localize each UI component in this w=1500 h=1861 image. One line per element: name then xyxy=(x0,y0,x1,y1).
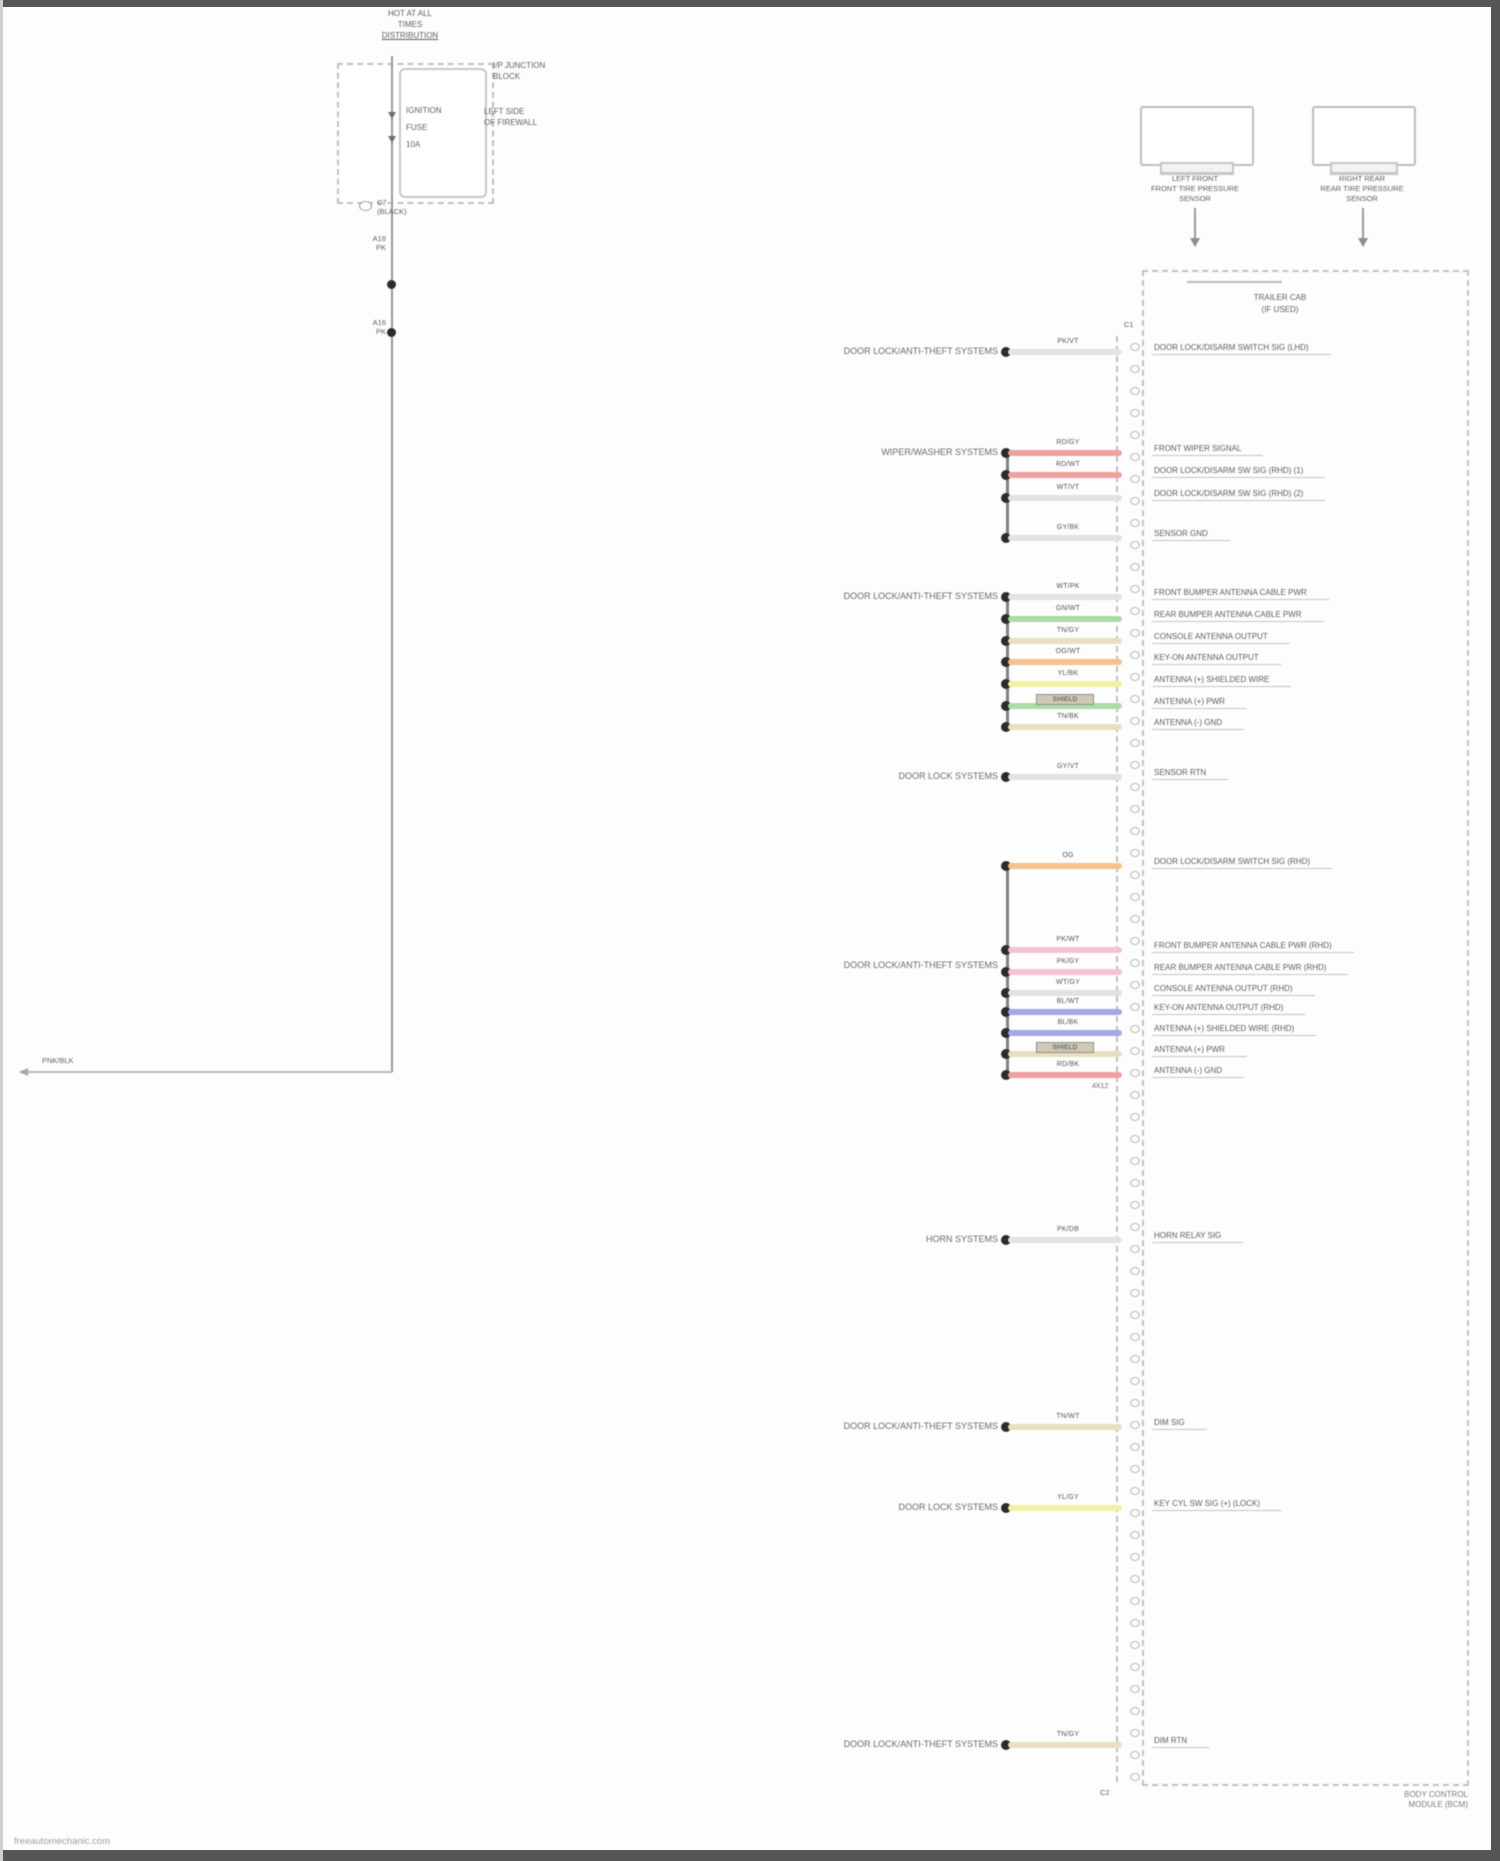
wire-color-label: OG/WT xyxy=(1055,648,1081,655)
connector-pin-strip xyxy=(1122,336,1148,1782)
signal-label: ANTENNA (+) PWR xyxy=(1152,697,1247,709)
signal-label: REAR BUMPER ANTENNA CABLE PWR xyxy=(1152,610,1324,622)
wire-segment xyxy=(1008,472,1122,478)
sensor-left-wire xyxy=(1194,208,1196,240)
wire-segment xyxy=(1008,659,1122,665)
wire-segment xyxy=(1008,495,1122,501)
module-inner-line1: TRAILER CAB xyxy=(1253,293,1307,302)
sensor-left-line2: FRONT TIRE PRESSURE xyxy=(1150,184,1240,193)
signal-label: ANTENNA (+) SHIELDED WIRE (RHD) xyxy=(1152,1024,1316,1036)
fuse-element-icon xyxy=(388,136,396,143)
signal-label: DOOR LOCK/DISARM SWITCH SIG (LHD) xyxy=(1152,343,1331,355)
signal-label: DIM SIG xyxy=(1152,1418,1207,1430)
group-label: DOOR LOCK/ANTI-THEFT SYSTEMS xyxy=(843,960,998,970)
module-inner-label xyxy=(1205,292,1355,316)
signal-label: DOOR LOCK/DISARM SW SIG (RHD) (2) xyxy=(1152,489,1325,501)
wire-color-label: PK/DB xyxy=(1056,1226,1079,1233)
signal-label: DOOR LOCK/DISARM SWITCH SIG (RHD) xyxy=(1152,857,1332,869)
group-label: DOOR LOCK/ANTI-THEFT SYSTEMS xyxy=(843,1739,998,1749)
signal-label: KEY CYL SW SIG (+) (LOCK) xyxy=(1152,1499,1282,1511)
wire-segment xyxy=(1008,774,1122,780)
stub2-color: PK xyxy=(375,327,386,336)
page-edge-bottom xyxy=(0,1850,1500,1861)
wire-color-label: RD/WT xyxy=(1056,461,1080,468)
signal-label: CONSOLE ANTENNA OUTPUT xyxy=(1152,632,1290,644)
module-inner-rule xyxy=(1187,281,1282,283)
wire-color-label: OG xyxy=(1062,852,1074,859)
wire-segment xyxy=(1008,349,1122,355)
sensor-right-line1: RIGHT REAR xyxy=(1338,174,1386,183)
sensor-caption-left xyxy=(1115,174,1275,204)
wire-segment xyxy=(1008,1237,1122,1243)
wire-color-label: PK/GY xyxy=(1056,958,1080,965)
signal-label: SENSOR RTN xyxy=(1152,768,1228,780)
page-footer-note xyxy=(1330,1790,1468,1810)
wire-color-label: WT/VT xyxy=(1056,484,1080,491)
group-label: DOOR LOCK SYSTEMS xyxy=(898,1502,998,1512)
fuse-element-icon xyxy=(388,112,396,119)
relay-connector-line1: C7 xyxy=(377,198,387,207)
sensor-right-line3: SENSOR xyxy=(1346,194,1378,203)
signal-label: FRONT BUMPER ANTENNA CABLE PWR (RHD) xyxy=(1152,941,1354,953)
group-label: DOOR LOCK/ANTI-THEFT SYSTEMS xyxy=(843,346,998,356)
hot-feed-line2: TIMES xyxy=(397,20,423,29)
signal-label: DIM RTN xyxy=(1152,1736,1209,1748)
relay-connector-label xyxy=(377,198,407,216)
wire-segment xyxy=(1008,616,1122,622)
wire-color-label: WT/PK xyxy=(1056,583,1080,590)
wire-color-label: BL/WT xyxy=(1056,998,1080,1005)
wire-segment xyxy=(1008,969,1122,975)
location-side-line1: LEFT SIDE xyxy=(484,107,525,116)
signal-label: ANTENNA (+) PWR xyxy=(1152,1045,1247,1057)
location-top-line2: BLOCK xyxy=(493,72,521,81)
signal-label: DOOR LOCK/DISARM SW SIG (RHD) (1) xyxy=(1152,466,1325,478)
splice-dot xyxy=(387,328,396,337)
wire-segment xyxy=(1008,1424,1122,1430)
fuse-word-label: FUSE xyxy=(406,123,428,132)
side-location-label xyxy=(484,106,537,128)
fuse-box xyxy=(399,68,487,198)
wire-color-label: RD/GY xyxy=(1056,439,1080,446)
feed-wire-continuation-arrow xyxy=(19,1068,28,1076)
feed-wire-horizontal xyxy=(28,1071,392,1073)
sensor-box-right xyxy=(1312,106,1416,166)
signal-label: REAR BUMPER ANTENNA CABLE PWR (RHD) xyxy=(1152,963,1348,975)
location-side-line2: OF FIREWALL xyxy=(484,118,538,127)
wire-segment xyxy=(1008,990,1122,996)
wire-color-label: PK/VT xyxy=(1057,338,1079,345)
hot-feed-title xyxy=(330,8,490,41)
wire-color-label: WT/GY xyxy=(1056,979,1080,986)
watermark-text: freeautomechanic.com xyxy=(14,1836,111,1847)
group-label: WIPER/WASHER SYSTEMS xyxy=(881,447,998,457)
sensor-box-left xyxy=(1140,106,1254,166)
group-label: DOOR LOCK SYSTEMS xyxy=(898,771,998,781)
wire-segment xyxy=(1008,1505,1122,1511)
wire-color-label: YL/BK xyxy=(1057,670,1079,677)
signal-label: FRONT WIPER SIGNAL xyxy=(1152,444,1263,456)
wire-color-label: SHIELD xyxy=(1036,1042,1094,1053)
page-edge-left xyxy=(0,0,3,1861)
stub1-color: PK xyxy=(375,243,386,252)
module-inner-line2: (IF USED) xyxy=(1261,305,1299,314)
wire-color-label: SHIELD xyxy=(1036,694,1094,705)
connector-cavity-label: 4X12 xyxy=(1092,1083,1109,1090)
stub1-circuit: A16 xyxy=(372,234,386,243)
wire-segment xyxy=(1008,1072,1122,1078)
wire-segment xyxy=(1008,1009,1122,1015)
connector-ring-icon xyxy=(359,201,372,211)
wire-segment xyxy=(1008,947,1122,953)
relay-connector-line2: (BLACK) xyxy=(377,207,407,216)
feed-stub-label-2 xyxy=(330,318,386,336)
signal-label: CONSOLE ANTENNA OUTPUT (RHD) xyxy=(1152,984,1315,996)
sensor-caption-right xyxy=(1282,174,1442,204)
wire-color-label: PK/WT xyxy=(1056,936,1080,943)
location-top-line1: I/P JUNCTION xyxy=(493,61,546,70)
stub2-circuit: A16 xyxy=(372,318,386,327)
group-label: DOOR LOCK/ANTI-THEFT SYSTEMS xyxy=(843,1421,998,1431)
inline-connector-boundary xyxy=(1116,336,1118,1782)
signal-label: HORN RELAY SIG xyxy=(1152,1231,1243,1243)
junction-block-location-label xyxy=(493,60,545,82)
page-edge-top xyxy=(0,0,1500,7)
wire-segment xyxy=(1008,594,1122,600)
wire-color-label: RD/BK xyxy=(1056,1061,1080,1068)
fuse-rating-label: 10A xyxy=(406,140,421,149)
splice-dot xyxy=(387,280,396,289)
wire-segment xyxy=(1008,863,1122,869)
wire-color-label: GY/BK xyxy=(1056,524,1080,531)
signal-label: KEY-ON ANTENNA OUTPUT (RHD) xyxy=(1152,1003,1305,1015)
wire-color-label: BL/BK xyxy=(1057,1019,1079,1026)
wire-color-label: YL/GY xyxy=(1057,1494,1079,1501)
footer-note-line1: BODY CONTROL xyxy=(1404,1790,1468,1799)
signal-label: SENSOR GND xyxy=(1152,529,1230,541)
page-edge-right xyxy=(1491,0,1500,1861)
feed-wire-color-label: PNK/BLK xyxy=(42,1056,74,1065)
signal-label: ANTENNA (-) GND xyxy=(1152,718,1244,730)
connector-bottom-label: C2 xyxy=(1100,1788,1110,1797)
wire-segment xyxy=(1008,724,1122,730)
sensor-right-arrow xyxy=(1358,238,1368,247)
sensor-right-wire xyxy=(1362,208,1364,240)
footer-note-line2: MODULE (BCM) xyxy=(1408,1800,1468,1809)
wire-segment xyxy=(1008,638,1122,644)
wire-color-label: TN/BK xyxy=(1057,713,1079,720)
wire-segment xyxy=(1008,450,1122,456)
signal-label: ANTENNA (-) GND xyxy=(1152,1066,1244,1078)
wire-color-label: GN/WT xyxy=(1055,605,1081,612)
wire-color-label: GY/VT xyxy=(1056,763,1079,770)
hot-feed-line1: HOT AT ALL xyxy=(387,9,433,18)
group-label: DOOR LOCK/ANTI-THEFT SYSTEMS xyxy=(843,591,998,601)
wire-segment xyxy=(1008,1030,1122,1036)
sensor-left-arrow xyxy=(1190,238,1200,247)
feed-stub-label-1 xyxy=(330,234,386,252)
signal-label: KEY-ON ANTENNA OUTPUT xyxy=(1152,653,1281,665)
signal-label: FRONT BUMPER ANTENNA CABLE PWR xyxy=(1152,588,1329,600)
wire-segment xyxy=(1008,535,1122,541)
signal-label: ANTENNA (+) SHIELDED WIRE xyxy=(1152,675,1291,687)
wire-segment xyxy=(1008,681,1122,687)
sensor-right-line2: REAR TIRE PRESSURE xyxy=(1320,184,1404,193)
hot-feed-line3: DISTRIBUTION xyxy=(381,31,439,40)
wire-color-label: TN/GY xyxy=(1056,1731,1080,1738)
wire-color-label: TN/GY xyxy=(1056,627,1080,634)
sensor-left-line1: LEFT FRONT xyxy=(1171,174,1219,183)
sensor-left-line3: SENSOR xyxy=(1179,194,1211,203)
group-label: HORN SYSTEMS xyxy=(925,1234,998,1244)
wire-segment xyxy=(1008,1742,1122,1748)
wire-color-label: TN/WT xyxy=(1056,1413,1080,1420)
connector-top-label: C1 xyxy=(1124,320,1134,329)
fuse-name-label: IGNITION xyxy=(406,106,442,115)
